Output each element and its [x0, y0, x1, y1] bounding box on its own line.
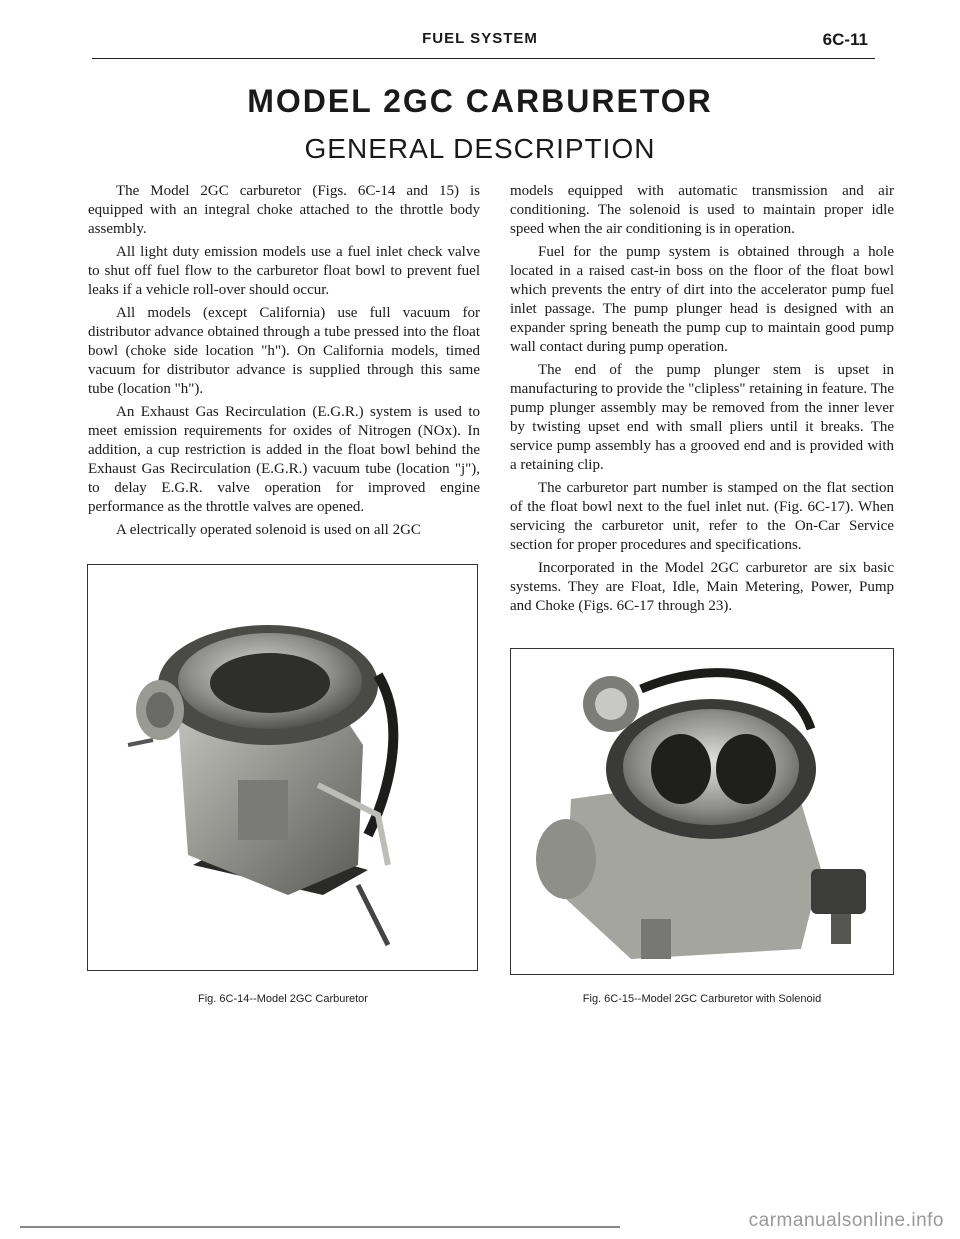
paragraph: A electrically operated solenoid is used on all 2GC [116, 522, 421, 538]
page-header [0, 30, 960, 70]
figure-carburetor-solenoid-photo [510, 648, 894, 975]
paragraph: All light duty emission models use a fuel inlet check valve to shut off fuel flow to the carburetor float bowl to prevent fuel leaks if a vehicle roll-over should occur. [88, 244, 480, 298]
paragraph: Incorporated in the Model 2GC carburetor are six basic systems. They are Float, Idle, Main Metering, Power, Pump and Choke (Figs. 6C-17 through 23). [510, 560, 894, 614]
right-column [510, 182, 894, 620]
page-number: 6C-11 [822, 30, 868, 49]
left-column [88, 182, 480, 544]
paragraph: The carburetor part number is stamped on the flat section of the float bowl next to the fuel inlet nut. (Fig. 6C-17). When servicing the carburetor unit, refer to the On-Car Service section for proper procedures and specifications. [510, 480, 894, 553]
figure-caption: Fig. 6C-15--Model 2GC Carburetor with Solenoid [582, 993, 822, 1005]
header-rule [92, 58, 875, 59]
figure-caption: Fig. 6C-14--Model 2GC Carburetor [198, 993, 368, 1005]
section-label: FUEL SYSTEM [422, 30, 538, 47]
carburetor-illustration [88, 565, 477, 970]
watermark-text: carmanualsonline.info [748, 1210, 944, 1231]
paragraph: Fuel for the pump system is obtained through a hole located in a raised cast-in boss on the floor of the float bowl which prevents the entry of dirt into the accelerator pump fuel inlet passage. The pump plunger head is designed with an expander spring beneath the pump cup to maintain good pump wall contact during pump operation. [510, 244, 894, 355]
paragraph: models equipped with automatic transmission and air conditioning. The solenoid is used to maintain proper idle speed when the air conditioning is in operation. [510, 183, 894, 237]
page-title: MODEL 2GC CARBURETOR [247, 83, 713, 119]
figure-carburetor-photo [87, 564, 478, 971]
paragraph: All models (except California) use full vacuum for distributor advance obtained through a tube pressed into the float bowl (choke side location "h"). On California models, timed vacuum for distributor advance is supplied through this same tube (location "h"). [88, 305, 480, 397]
paragraph: The Model 2GC carburetor (Figs. 6C-14 and 15) is equipped with an integral choke attached to the throttle body assembly. [88, 183, 480, 237]
paragraph: The end of the pump plunger stem is upset in manufacturing to provide the "clipless" retaining in feature. The pump plunger assembly may be removed from the inner lever by twisting upset end with small pliers until it breaks. The service pump assembly has a grooved end and is provided with a retaining clip. [510, 362, 894, 473]
carburetor-solenoid-illustration [511, 649, 893, 974]
paragraph: An Exhaust Gas Recirculation (E.G.R.) system is used to meet emission requirements for oxides of Nitrogen (NOx). In addition, a cup restriction is added in the float bowl behind the Exhaust Gas Recirculation (E.G.R.) vacuum tube (location "j"), to delay E.G.R. valve operation for improved engine performance as the throttle valves are opened. [88, 404, 480, 515]
footer-rule [20, 1226, 620, 1228]
section-title: GENERAL DESCRIPTION [304, 133, 656, 164]
